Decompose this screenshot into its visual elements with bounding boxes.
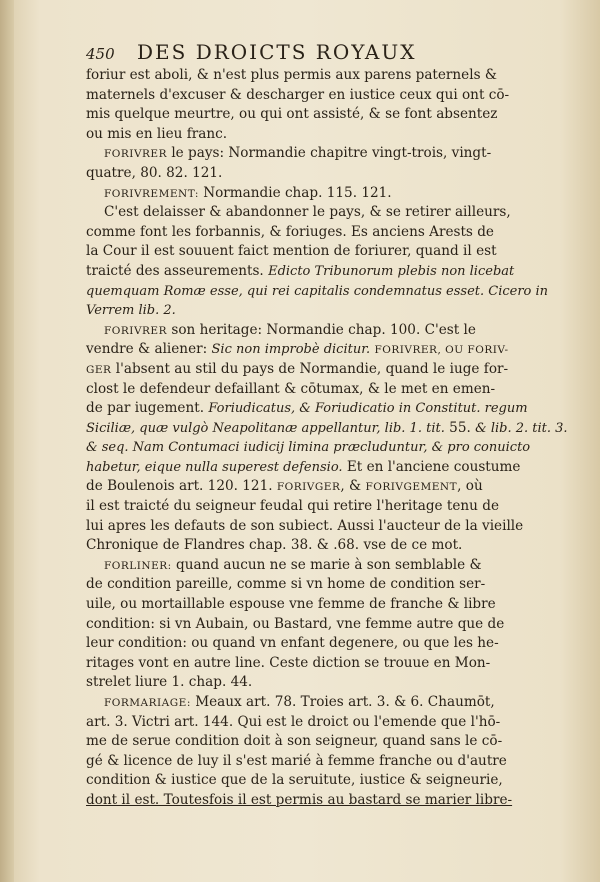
text-line: [86, 184, 548, 204]
text-run: de condition pareille, comme si vn home de condition ser-: [86, 576, 486, 593]
text-run: vendre & aliener:: [86, 341, 212, 358]
text-line: [86, 732, 548, 752]
text-run: , &: [340, 478, 366, 495]
text-run: la Cour il est souuent faict mention de foriurer, quand il est: [86, 243, 497, 260]
headword: FORIVRER: [104, 148, 168, 161]
latin-citation: habetur, eique nulla superest defensio.: [86, 459, 343, 475]
text-line: [86, 262, 548, 282]
text-line: [86, 673, 548, 693]
text-run: leur condition: ou quand vn enfant degenere, ou que les he-: [86, 635, 499, 652]
text-run: C'est delaisser & abandonner le pays, & se retirer ailleurs,: [104, 204, 511, 221]
text-line: [86, 66, 548, 86]
text-line: [86, 477, 548, 497]
running-header: [86, 40, 546, 64]
text-line: [86, 86, 548, 106]
latin-citation: Siciliæ, quæ vulgò Neapolitanæ appellantur, lib. 1. tit.: [86, 420, 445, 436]
text-run: Chronique de Flandres chap. 38. & .68. vse de ce mot.: [86, 537, 463, 554]
text-run: clost le defendeur defaillant & cōtumax, & le met en emen-: [86, 380, 496, 397]
text-run: quand aucun ne se marie à son semblable &: [171, 556, 482, 573]
text-run: de Boulenois art. 120. 121.: [86, 478, 277, 495]
body-text: [86, 66, 568, 811]
page-number: 450: [86, 45, 115, 63]
text-run: art. 3. Victri art. 144. Qui est le droict ou l'emende que l'hō-: [86, 713, 501, 730]
text-run: strelet liure 1. chap. 44.: [86, 674, 253, 691]
text-line: [86, 380, 548, 400]
text-line: [86, 771, 548, 791]
headword: FORIVREMENT:: [104, 187, 199, 200]
latin-citation: Verrem lib. 2.: [86, 303, 176, 319]
headword: FORIVGER: [276, 481, 341, 494]
text-run: Normandie chap. 115. 121.: [198, 184, 392, 201]
text-line: [86, 125, 548, 145]
text-line: [86, 340, 548, 360]
text-line: [86, 301, 548, 321]
text-line: [86, 615, 548, 635]
text-line: [86, 713, 548, 733]
text-line: [86, 556, 548, 576]
text-run: comme font les forbannis, & foriuges. Es anciens Arests de: [86, 223, 494, 240]
text-run: son heritage: Normandie chap. 100. C'est le: [167, 321, 476, 338]
headword: FORMARIAGE:: [104, 697, 191, 709]
text-run: mis quelque meurtre, ou qui ont assisté, & se font absentez: [86, 106, 498, 123]
text-run: de par iugement.: [86, 400, 209, 417]
running-title: DES DROICTS ROYAUX: [137, 40, 417, 64]
text-run: Et en l'anciene coustume: [342, 458, 521, 475]
text-line: [86, 321, 548, 341]
text-line: [86, 634, 548, 654]
headword: FORLINER:: [104, 559, 172, 572]
text-line: [86, 654, 548, 674]
text-run: condition: si vn Aubain, ou Bastard, vne femme autre que de: [86, 615, 505, 632]
text-run: ou mis en lieu franc.: [86, 125, 228, 142]
text-line: [86, 282, 548, 302]
text-run: gé & licence de luy il s'est marié à femme franche ou d'autre: [86, 752, 507, 769]
latin-citation: Foriudicatus, & Foriudicatio in Constitut. regum: [208, 401, 528, 417]
text-line: [86, 517, 548, 537]
text-line: [86, 105, 548, 125]
text-run: maternels d'excuser & descharger en iustice ceux qui ont cō-: [86, 86, 510, 103]
page-gutter: [0, 0, 14, 882]
text-line: [86, 458, 548, 478]
text-line: [86, 223, 548, 243]
text-line: [86, 595, 548, 615]
text-line: [86, 438, 548, 458]
text-line: [86, 419, 568, 439]
text-run: foriur est aboli, & n'est plus permis aux parens paternels &: [86, 67, 497, 83]
headword: GER: [86, 363, 112, 376]
text-line: [86, 203, 548, 223]
text-line: [86, 497, 548, 517]
text-run: condition & iustice que de la seruitute, iustice & seigneurie,: [86, 772, 503, 789]
latin-citation: quemquam Romæ esse, qui rei capitalis condemnatus esset. Cicero in: [86, 283, 549, 299]
text-line: [86, 399, 548, 419]
text-line: [86, 575, 548, 595]
text-run: lui apres les defauts de son subiect. Aussi l'aucteur de la vieille: [86, 517, 524, 534]
latin-citation: & lib. 2. tit. 3.: [475, 420, 568, 436]
text-run: 55.: [444, 419, 476, 436]
text-line: [86, 242, 548, 262]
latin-citation: Edicto Tribunorum plebis non licebat: [268, 263, 515, 279]
text-run: Meaux art. 78. Troies art. 3. & 6. Chaumōt,: [190, 694, 495, 710]
text-run: quatre, 80. 82. 121.: [86, 164, 223, 181]
text-line: [86, 693, 548, 713]
latin-citation: & seq. Nam Contumaci iudicij limina præcluduntur, & pro conuicto: [86, 440, 531, 456]
text-run: dont il est. Toutesfois il est permis au bastard se marier libre-: [86, 791, 513, 808]
text-run: uile, ou mortaillable espouse vne femme de franche & libre: [86, 596, 496, 613]
text-run: il est traicté du seigneur feudal qui retire l'heritage tenu de: [86, 498, 499, 515]
text-run: traicté des asseurements.: [86, 262, 269, 279]
text-line: [86, 144, 548, 164]
text-line: [86, 536, 548, 556]
headword: FORIVRER: [104, 324, 168, 337]
text-run: l'absent au stil du pays de Normandie, quand le iuge for-: [111, 360, 509, 377]
text-run: le pays: Normandie chapitre vingt-trois, vingt-: [167, 145, 492, 162]
text-line: [86, 164, 548, 184]
headword: FORIVGEMENT: [365, 481, 458, 494]
latin-citation: Sic non improbè dicitur.: [211, 342, 371, 358]
text-line: [86, 752, 548, 772]
text-run: , où: [457, 478, 483, 495]
headword: FORIVRER, OU FORIV-: [374, 344, 509, 357]
text-run: ritages vont en autre line. Ceste diction se trouue en Mon-: [86, 654, 491, 671]
text-run: me de serue condition doit à son seigneur, quand sans le cō-: [86, 733, 503, 750]
text-line: [86, 791, 548, 811]
text-line: [86, 360, 548, 380]
